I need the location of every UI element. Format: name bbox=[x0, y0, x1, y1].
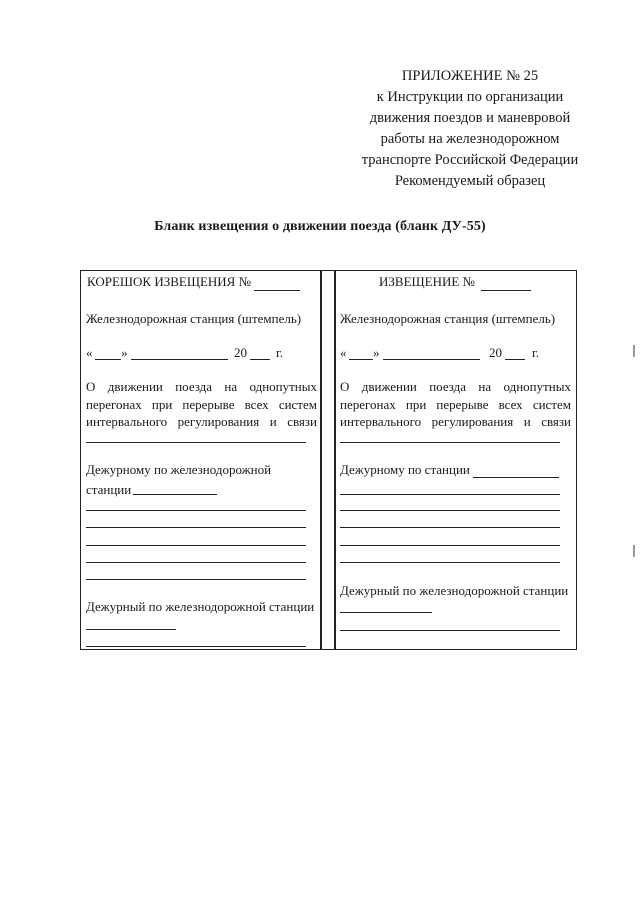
stub-month-field[interactable] bbox=[131, 359, 228, 360]
notice-year-field[interactable] bbox=[505, 359, 525, 360]
notice-date-close-quote: » bbox=[373, 345, 380, 360]
notice-station-name-field[interactable] bbox=[473, 477, 559, 478]
stub-signature-name-field[interactable] bbox=[86, 646, 306, 647]
stub-notice-line: интервального регулирования и связи bbox=[86, 414, 317, 429]
appendix-number: ПРИЛОЖЕНИЕ № 25 bbox=[401, 68, 539, 84]
appendix-line: движения поездов и маневровой bbox=[369, 110, 571, 126]
scan-edge-mark bbox=[633, 545, 635, 557]
notice-text-blank[interactable] bbox=[340, 442, 560, 443]
appendix-line: Рекомендуемый образец bbox=[394, 173, 546, 189]
stub-notice-line: О движении поезда на однопутных bbox=[86, 379, 317, 394]
notice-station-stamp: Железнодорожная станция (штемпель) bbox=[340, 311, 556, 326]
notice-text-line-blank[interactable] bbox=[340, 545, 560, 546]
appendix-line: работы на железнодорожном bbox=[380, 131, 560, 147]
stub-station-stamp: Железнодорожная станция (штемпель) bbox=[86, 311, 302, 326]
stub-number-field[interactable] bbox=[254, 290, 300, 291]
stub-year-field[interactable] bbox=[250, 359, 270, 360]
stub-text-line[interactable] bbox=[86, 562, 306, 563]
notice-text-line-blank[interactable] bbox=[340, 562, 560, 563]
notice-number-field[interactable] bbox=[481, 290, 531, 291]
notice-text-line: О движении поезда на однопутных bbox=[340, 379, 571, 394]
notice-year-suffix: г. bbox=[532, 345, 540, 360]
notice-year-prefix: 20 bbox=[489, 345, 502, 360]
stub-text-line[interactable] bbox=[86, 545, 306, 546]
notice-text-line-blank[interactable] bbox=[340, 527, 560, 528]
stub-date-open-quote: « bbox=[86, 345, 93, 360]
stub-notice-line: перегонах при перерыве всех систем bbox=[86, 397, 317, 412]
scan-edge-mark bbox=[633, 345, 635, 357]
notice-text-line: интервального регулирования и связи bbox=[340, 414, 571, 429]
column-divider-left bbox=[320, 270, 322, 650]
stub-year-prefix: 20 bbox=[234, 345, 247, 360]
appendix-line: к Инструкции по организации bbox=[376, 89, 564, 105]
stub-station-name-field[interactable] bbox=[133, 494, 217, 495]
stub-signature-label: Дежурный по железнодорожной станции bbox=[86, 599, 315, 614]
stub-addressee-station: станции bbox=[86, 482, 132, 497]
notice-text-line-blank[interactable] bbox=[340, 510, 560, 511]
stub-text-line[interactable] bbox=[86, 579, 306, 580]
stub-notice-blank[interactable] bbox=[86, 442, 306, 443]
notice-month-field[interactable] bbox=[383, 359, 480, 360]
notice-signature-label: Дежурный по железнодорожной станции bbox=[340, 583, 569, 598]
stub-text-line[interactable] bbox=[86, 510, 306, 511]
appendix-header bbox=[340, 66, 600, 192]
column-divider-right bbox=[334, 270, 336, 650]
stub-day-field[interactable] bbox=[95, 359, 121, 360]
notice-day-field[interactable] bbox=[349, 359, 373, 360]
notice-date-open-quote: « bbox=[340, 345, 347, 360]
stub-date-close-quote: » bbox=[121, 345, 128, 360]
notice-text-line: перегонах при перерыве всех систем bbox=[340, 397, 571, 412]
stub-text-line[interactable] bbox=[86, 527, 306, 528]
notice-signature-name-field[interactable] bbox=[340, 630, 560, 631]
notice-signature-field[interactable] bbox=[340, 612, 432, 613]
appendix-line: транспорте Российской Федерации bbox=[361, 152, 579, 168]
notice-heading: ИЗВЕЩЕНИЕ № bbox=[379, 274, 475, 289]
form-title: Бланк извещения о движении поезда (бланк ДУ-55) bbox=[154, 219, 486, 234]
stub-addressee: Дежурному по железнодорожной bbox=[86, 462, 272, 477]
notice-text-line-blank[interactable] bbox=[340, 494, 560, 495]
stub-signature-field[interactable] bbox=[86, 629, 176, 630]
stub-heading: КОРЕШОК ИЗВЕЩЕНИЯ № bbox=[87, 274, 251, 289]
stub-year-suffix: г. bbox=[276, 345, 284, 360]
notice-addressee: Дежурному по станции bbox=[340, 462, 470, 477]
